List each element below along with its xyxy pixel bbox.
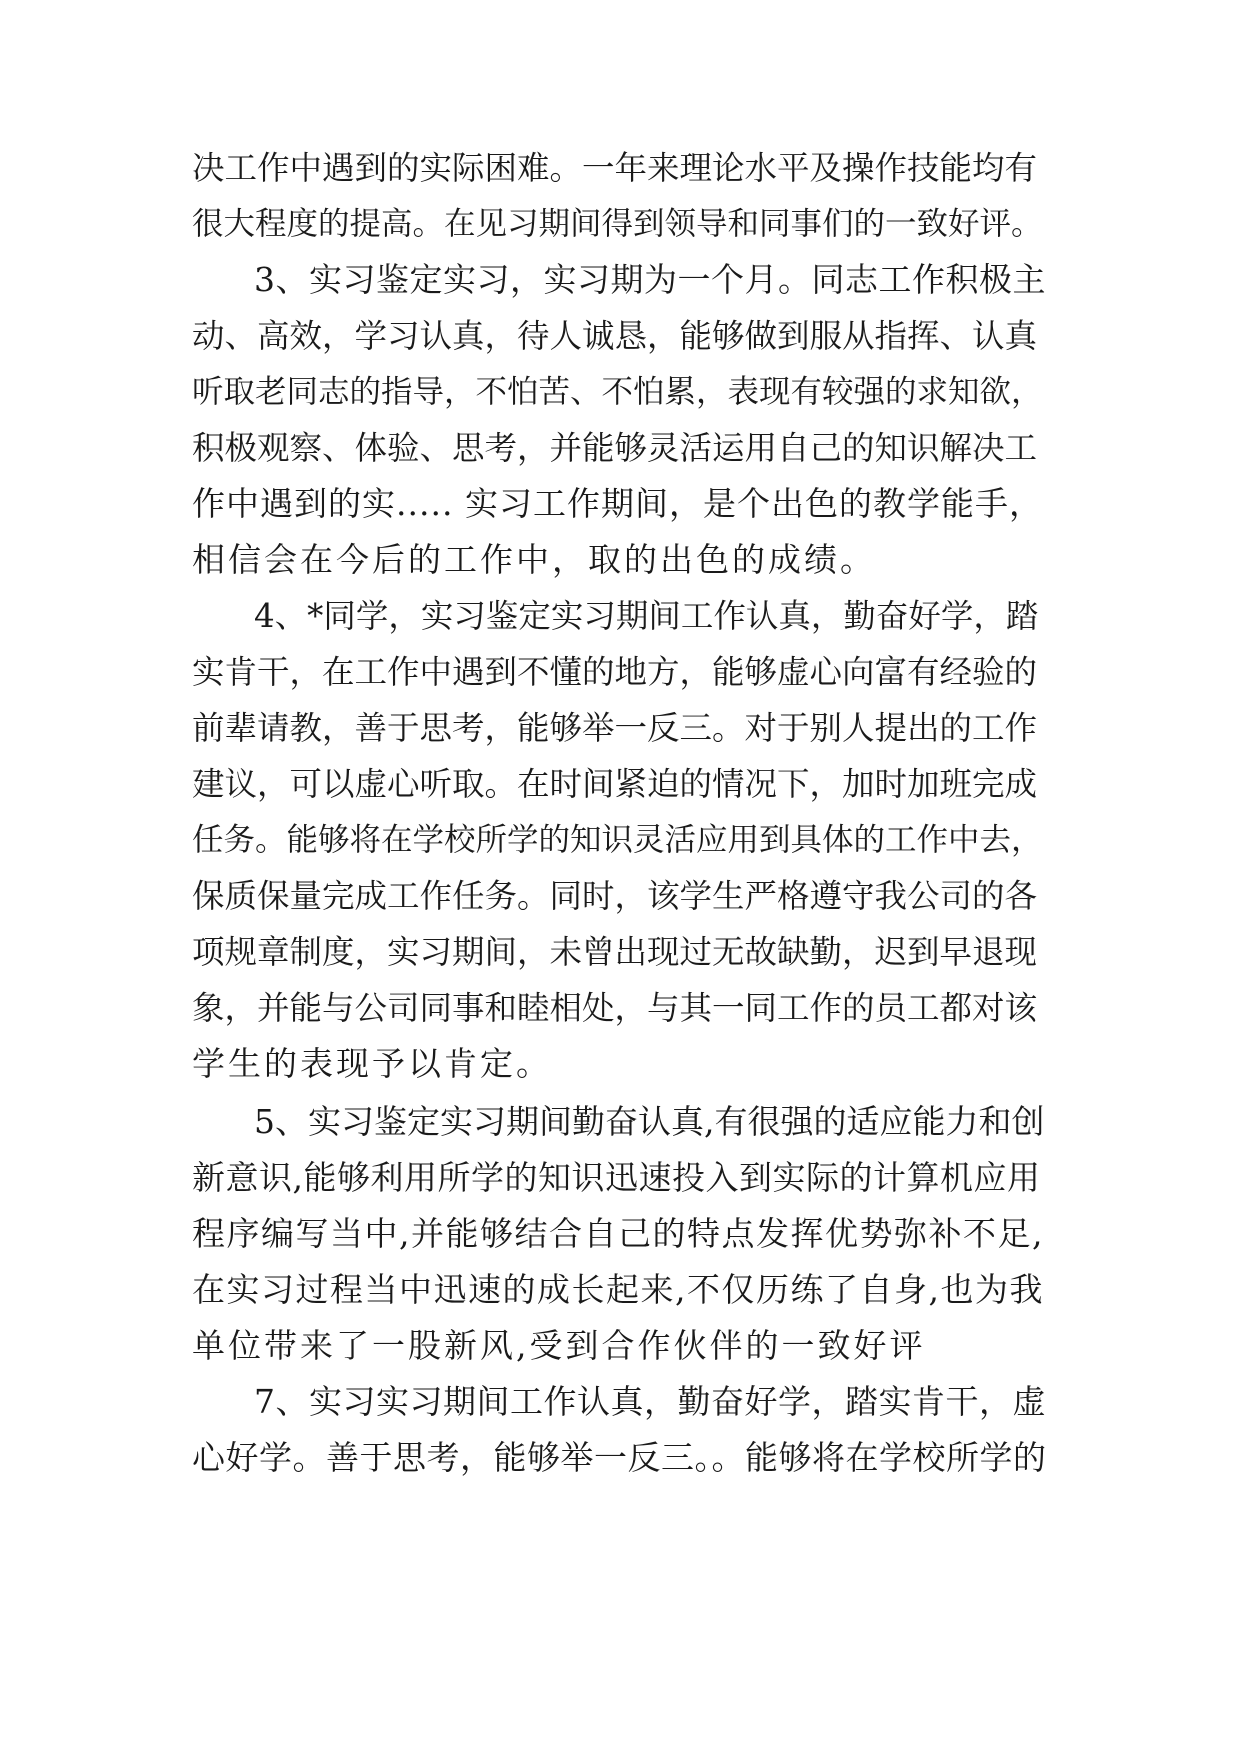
text-line: 听取老同志的指导，不怕苦、不怕累，表现有较强的求知欲， <box>192 374 1043 410</box>
text-line: 任务。能够将在学校所学的知识灵活应用到具体的工作中去， <box>192 822 1043 858</box>
text-line: 象，并能与公司同事和睦相处，与其一同工作的员工都对该 <box>192 989 1038 1027</box>
text-line: 建议，可以虚心听取。在时间紧迫的情况下，加时加班完成 <box>192 765 1038 803</box>
text-line: 新意识,能够利用所学的知识迅速投入到实际的计算机应用 <box>192 1158 1041 1197</box>
text-line: 决工作中遇到的实际困难。一年来理论水平及操作技能均有 <box>192 149 1038 187</box>
text-line: 心好学。善于思考，能够举一反三。。能够将在学校所学的 <box>192 1438 1047 1477</box>
paragraph-3-start: 3、实习鉴定实习，实习期为一个月。同志工作积极主 <box>254 260 1046 299</box>
text-line: 实肯干，在工作中遇到不懂的地方，能够虚心向富有经验的 <box>192 653 1038 691</box>
text-line: 程序编写当中,并能够结合自己的特点发挥优势弥补不足, <box>192 1214 1044 1253</box>
paragraph-5-start: 5、实习鉴定实习期间勤奋认真,有很强的适应能力和创 <box>254 1102 1045 1141</box>
text-line: 相信会在今后的工作中，取的出色的成绩。 <box>192 540 876 579</box>
text-line: 前辈请教，善于思考，能够举一反三。对于别人提出的工作 <box>192 709 1038 747</box>
paragraph-7-start: 7、实习实习期间工作认真，勤奋好学，踏实肯干，虚 <box>254 1382 1046 1421</box>
text-line: 动、高效，学习认真，待人诚恳，能够做到服从指挥、认真 <box>192 317 1038 355</box>
text-line: 在实习过程当中迅速的成长起来,不仅历练了自身,也为我 <box>192 1270 1044 1309</box>
text-line: 保质保量完成工作任务。同时，该学生严格遵守我公司的各 <box>192 877 1038 915</box>
text-line: 很大程度的提高。在见习期间得到领导和同事们的一致好评。 <box>192 206 1043 242</box>
text-line: 项规章制度，实习期间，未曾出现过无故缺勤，迟到早退现 <box>192 933 1038 971</box>
text-line: 积极观察、体验、思考，并能够灵活运用自己的知识解决工 <box>192 429 1038 467</box>
text-line: 作中遇到的实..... 实习工作期间，是个出色的教学能手， <box>192 484 1043 523</box>
text-line: 单位带来了一股新风,受到合作伙伴的一致好评 <box>192 1326 926 1365</box>
paragraph-4-start: 4、*同学，实习鉴定实习期间工作认真，勤奋好学，踏 <box>254 597 1039 635</box>
text-line: 学生的表现予以肯定。 <box>192 1044 552 1083</box>
